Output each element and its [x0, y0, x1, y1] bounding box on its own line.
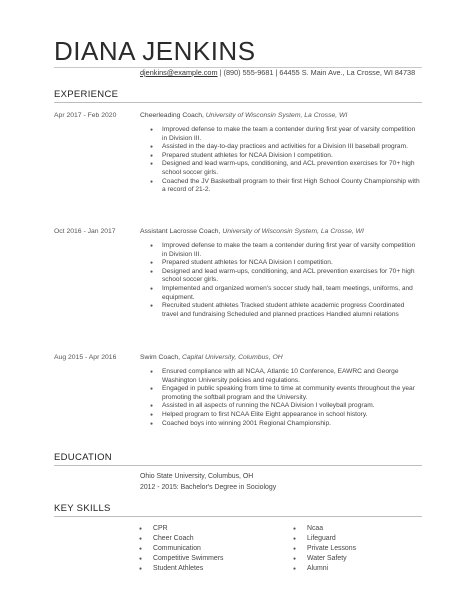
job-bullet: ● Implemented and organized women's soccer study hall, team meetings, uniforms, and equipment. — [150, 285, 420, 302]
job-bullet: ● Recruited student athletes Tracked student athlete academic progress Coordinated travel and fundraising Scheduled and planned practices Handled alumni relations — [150, 302, 420, 319]
skill-item: ● Cheer Coach — [139, 534, 223, 544]
job-dates: Apr 2017 - Feb 2020 — [54, 112, 117, 119]
skill-item: ● Lifeguard — [293, 534, 356, 544]
job-bullets — [150, 242, 420, 319]
contact-separator: | — [275, 68, 278, 77]
skill-item: ● Student Athletes — [139, 564, 223, 574]
job-bullet: ● Designed and lead warm-ups, conditioning, and ACL prevention exercises for 70+ high school soccer girls. — [150, 268, 420, 285]
job-bullet: ● Designed and lead warm-ups, conditioning, and ACL prevention exercises for 70+ high school soccer girls. — [150, 160, 420, 177]
skill-item: ● Water Safety — [293, 554, 356, 564]
skill-item: ● Alumni — [293, 564, 356, 574]
job-bullet: ● Assisted in the day-to-day practices and activities for a Division III baseball program. — [150, 143, 420, 152]
job-title-text: Assistant Lacrosse Coach, — [140, 228, 221, 235]
skills-list-left — [139, 524, 223, 574]
job-title — [140, 112, 347, 119]
job-title-text: Swim Coach, — [140, 354, 181, 361]
job-dates: Oct 2016 - Jan 2017 — [54, 228, 116, 235]
section-divider — [54, 465, 422, 466]
job-bullet: ● Coached boys into winning 2001 Regional Championship. — [150, 420, 420, 429]
contact-separator: | — [219, 68, 222, 77]
resume-name: DIANA JENKINS — [54, 36, 256, 66]
job-organization: University of Wisconsin System, La Crosse, WI — [222, 228, 364, 235]
job-dates: Aug 2015 - Apr 2016 — [54, 354, 117, 361]
section-title-skills: KEY SKILLS — [54, 503, 111, 514]
skill-item: ● Ncaa — [293, 524, 356, 534]
education-school: Ohio State University, Columbus, OH — [140, 473, 254, 480]
contact-address: 64455 S. Main Ave., La Crosse, WI 84738 — [279, 68, 416, 77]
job-title — [140, 354, 283, 361]
job-bullet: ● Improved defense to make the team a contender during first year of varsity competition in Division III. — [150, 242, 420, 259]
job-bullets — [150, 368, 420, 428]
skill-item: ● CPR — [139, 524, 223, 534]
job-bullet: ● Prepared student athletes for NCAA Division I competition. — [150, 259, 420, 268]
job-bullets — [150, 126, 420, 195]
contact-line — [140, 68, 415, 77]
section-title-education: EDUCATION — [54, 452, 112, 463]
education-degree: 2012 - 2015: Bachelor's Degree in Sociology — [140, 484, 277, 491]
skill-item: ● Private Lessons — [293, 544, 356, 554]
section-title-experience: EXPERIENCE — [54, 89, 119, 100]
skills-list-right — [293, 524, 356, 574]
skill-item: ● Competitive Swimmers — [139, 554, 223, 564]
job-organization: Capital University, Columbus, OH — [181, 354, 283, 361]
job-bullet: ● Prepared student athletes for NCAA Division I competition. — [150, 152, 420, 161]
section-divider — [54, 516, 422, 517]
section-divider — [54, 102, 422, 103]
job-bullet: ● Improved defense to make the team a contender during first year of varsity competition in Division III. — [150, 126, 420, 143]
skill-item: ● Communication — [139, 544, 223, 554]
job-organization: University of Wisconsin System, La Crosse, WI — [205, 112, 348, 119]
job-bullet: ● Helped program to first NCAA Elite Eight appearance in school history. — [150, 411, 420, 420]
job-bullet: ● Engaged in public speaking from time to time at community events throughout the year promoting the softball program and the University. — [150, 385, 420, 402]
contact-phone: (890) 555-9681 — [223, 68, 274, 77]
job-bullet: ● Coached the JV Basketball program to their first High School County Championship with a record of 21-2. — [150, 178, 420, 195]
contact-email[interactable]: djenkins@example.com — [140, 68, 218, 77]
job-bullet: ● Assisted in all aspects of running the NCAA Division I volleyball program. — [150, 402, 420, 411]
job-title — [140, 228, 364, 235]
job-bullet: ● Ensured compliance with all NCAA, Atlantic 10 Conference, EAWRC and George Washington University policies and regulations. — [150, 368, 420, 385]
job-title-text: Cheerleading Coach, — [140, 112, 204, 119]
